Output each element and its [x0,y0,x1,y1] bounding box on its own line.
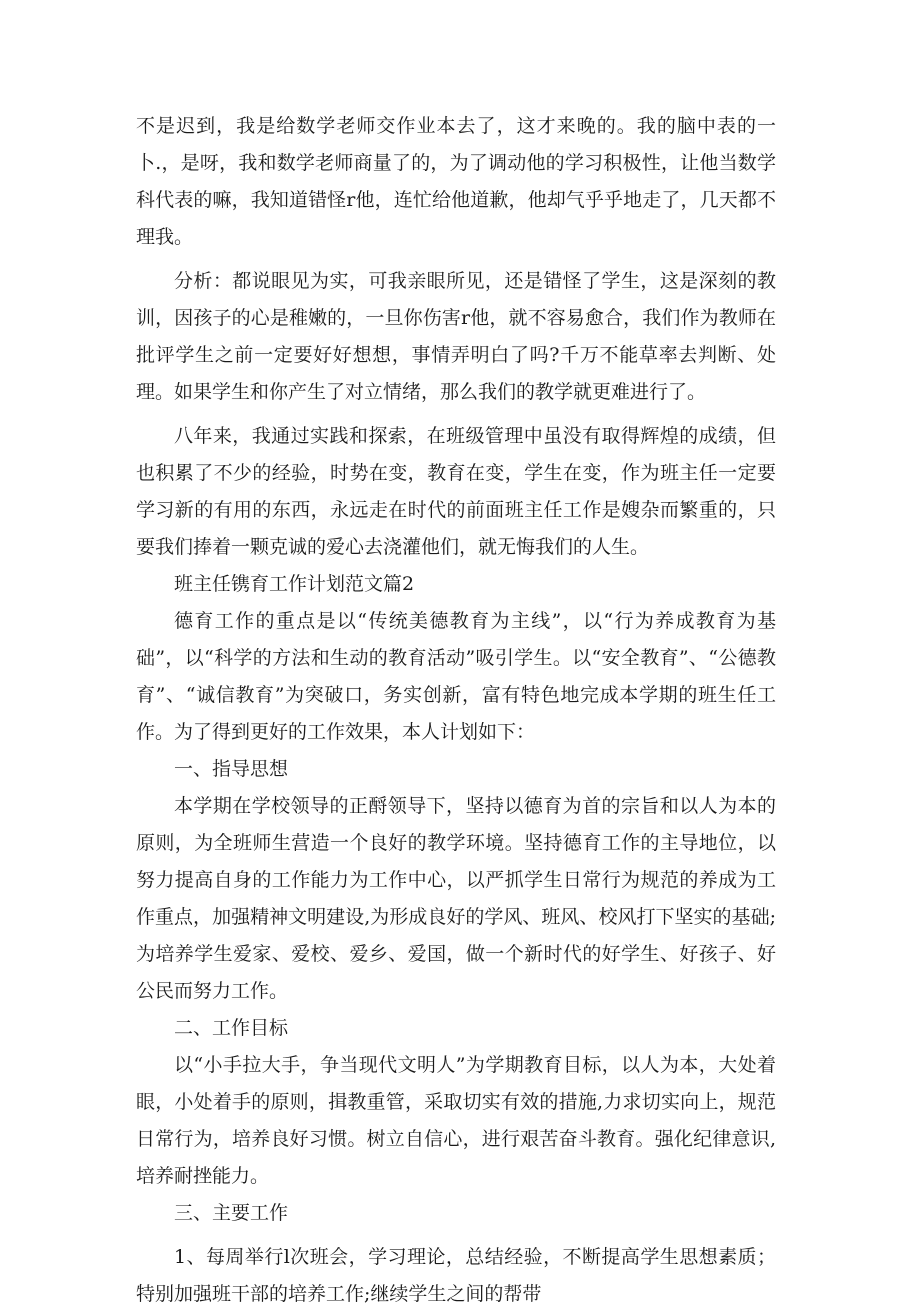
document-body [136,108,776,1313]
paragraph-moral-education-focus: 德育工作的重点是以“传统美德教育为主线”，以“行为养成教育为基础”，以“科学的方法和生动的教育活动”吸引学生。以“安全教育”、“公德教育”、“诚信教育”为突破口，务实创新，富有特色地完成本学期的班生任工作。为了得到更好的工作效果，本人计划如下： [136,610,776,743]
paragraph-guiding-ideology: 本学期在学校领导的正酹领导下，坚持以德育为首的宗旨和以人为本的原则，为全班师生营造一个良好的教学环境。坚持德育工作的主导地位，以努力提高自身的工作能力为工作中心，以严抓学生日常行为规范的养成为工作重点，加强精神文明建设,为形成良好的学风、班风、校风打下坚实的基础;为培养学生爱家、爱校、爱乡、爱国，做一个新时代的好学生、好孩子、好公民而努力工作。 [136,795,776,1002]
paragraph-main-work-item-1: 1、每周举行l次班会，学习理论，总结经验，不断提高学生思想素质；特别加强班干部的培养工作;继续学生之间的帮带 [136,1246,776,1305]
paragraph-eight-years: 八年来，我通过实践和探索，在班级管理中虽没有取得辉煌的成绩，但也积累了不少的经验，时势在变，教育在变，学生在变，作为班主任一定要学习新的有用的东西，永远走在时代的前面班主任工作是嫂杂而繁重的，只要我们捧着一颗克诚的爱心去浇灌他们，就无悔我们的人生。 [136,425,776,558]
heading-work-goals: 二、工作目标 [174,1017,289,1039]
heading-guiding-ideology: 一、指导思想 [174,758,289,780]
paragraph-analysis: 分析：都说眼见为实，可我亲眼所见，还是错怪了学生，这是深刻的教训，因孩子的心是稚嫩的，一旦你伤害r他，就不容易愈合，我们作为教师在批评学生之前一定要好好想想，事情弄明白了吗?千万不能草率去判断、处理。如果学生和你产生了对立情绪，那么我们的教学就更难进行了。 [136,270,776,403]
paragraph-late-explanation: 不是迟到，我是给数学老师交作业本去了，这才来晚的。我的脑中表的一卜.，是呀，我和数学老师商量了的，为了调动他的学习积极性，让他当数学科代表的嘛，我知道错怪r他，连忙给他道歉，他却气乎乎地走了，几天都不理我。 [136,115,776,248]
paragraph-work-goals: 以“小手拉大手，争当现代文明人”为学期教育目标，以人为本，大处着眼，小处着手的原则，揖教重管，采取切实有效的措施,力求切实向上，规范日常行为，培养良好习惯。树立自信心，进行艰苦奋斗教育。强化纪律意识,培养耐挫能力。 [136,1054,776,1187]
heading-main-work: 三、主要工作 [174,1202,289,1224]
section-title: 班主任镌育工作计划范文篇2 [174,573,415,595]
